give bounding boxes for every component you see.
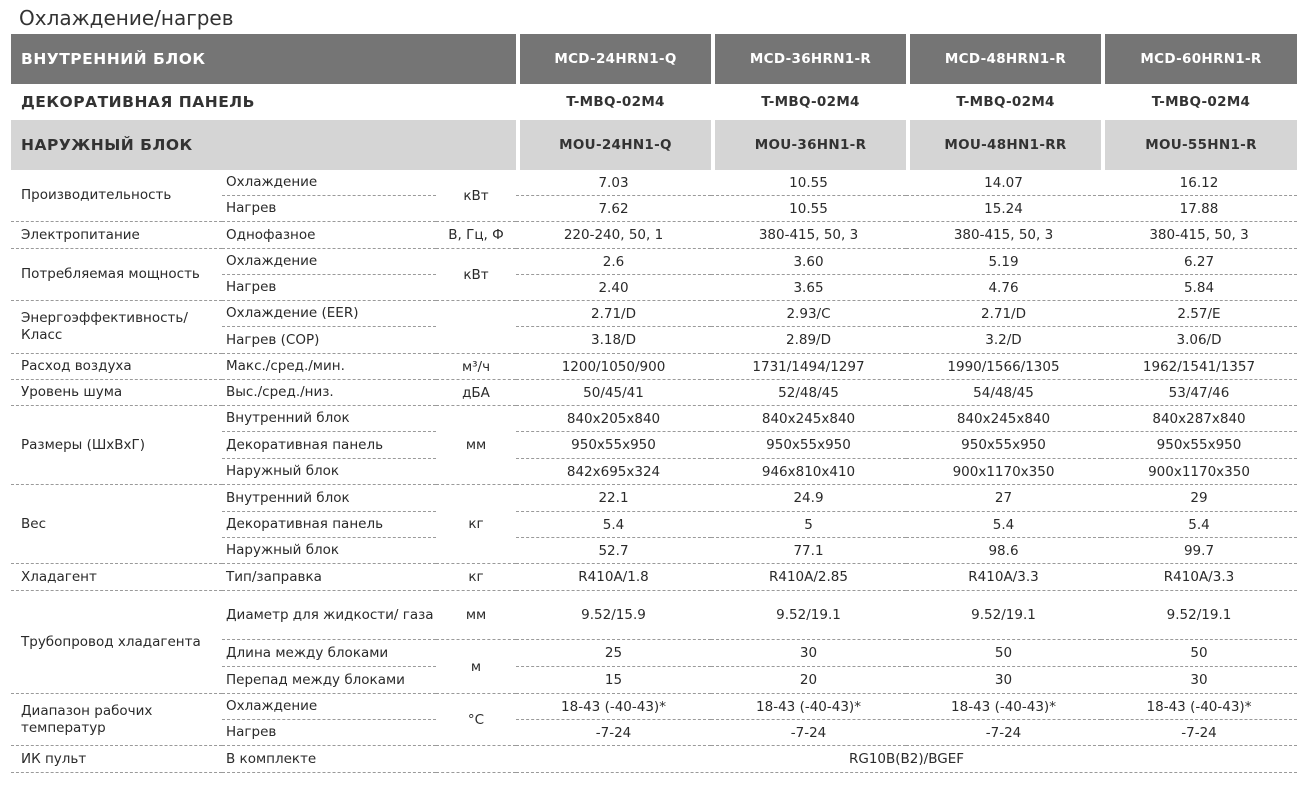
value-cell: 50/45/41	[516, 380, 711, 406]
sub-label: Однофазное	[222, 222, 436, 249]
table-row	[11, 694, 1297, 720]
value-cell: 5.4	[906, 512, 1101, 538]
param-dimensions: Размеры (ШхВхГ)	[11, 406, 222, 485]
value-cell: -7-24	[906, 720, 1101, 746]
panel-label: ДЕКОРАТИВНАЯ ПАНЕЛЬ	[11, 84, 516, 120]
value-cell: 29	[1101, 485, 1297, 512]
table-row	[11, 170, 1297, 196]
value-cell: 6.27	[1101, 249, 1297, 275]
value-cell: 9.52/19.1	[906, 591, 1101, 640]
panel-model: T-MBQ-02M4	[1101, 84, 1297, 120]
value-cell: -7-24	[1101, 720, 1297, 746]
outdoor-unit-label: НАРУЖНЫЙ БЛОК	[11, 120, 516, 170]
value-cell: 1990/1566/1305	[906, 354, 1101, 380]
value-cell: 840x287x840	[1101, 406, 1297, 432]
value-cell: 7.03	[516, 170, 711, 196]
param-refrigerant: Хладагент	[11, 564, 222, 591]
value-cell: 15.24	[906, 196, 1101, 222]
unit-cell: кВт	[436, 170, 516, 222]
value-cell: 5.84	[1101, 275, 1297, 301]
value-cell: RG10B(B2)/BGEF	[516, 746, 1297, 773]
value-cell: 950x55x950	[1101, 432, 1297, 459]
param-piping: Трубопровод хладагента	[11, 591, 222, 694]
value-cell: R410A/3.3	[906, 564, 1101, 591]
value-cell: 30	[1101, 667, 1297, 694]
value-cell: 3.18/D	[516, 327, 711, 354]
outdoor-model: MOU-24HN1-Q	[516, 120, 711, 170]
param-temp-range: Диапазон рабочих температур	[11, 694, 222, 746]
value-cell: 18-43 (-40-43)*	[516, 694, 711, 720]
sub-label: Нагрев (COP)	[222, 327, 436, 354]
panel-model: T-MBQ-02M4	[906, 84, 1101, 120]
param-power-supply: Электропитание	[11, 222, 222, 249]
param-remote: ИК пульт	[11, 746, 222, 773]
value-cell: 2.40	[516, 275, 711, 301]
value-cell: 1962/1541/1357	[1101, 354, 1297, 380]
value-cell: 24.9	[711, 485, 906, 512]
value-cell: 5.19	[906, 249, 1101, 275]
table-row	[11, 249, 1297, 275]
sub-label: Выс./сред./низ.	[222, 380, 436, 406]
value-cell: 380-415, 50, 3	[1101, 222, 1297, 249]
param-capacity: Производительность	[11, 170, 222, 222]
unit-cell: °C	[436, 694, 516, 746]
sub-label: Нагрев	[222, 275, 436, 301]
value-cell: 1731/1494/1297	[711, 354, 906, 380]
sub-label: Охлаждение	[222, 694, 436, 720]
spec-table	[11, 34, 1297, 773]
value-cell: 50	[906, 640, 1101, 667]
indoor-model: MCD-60HRN1-R	[1101, 34, 1297, 84]
unit-cell: дБА	[436, 380, 516, 406]
sub-label: Охлаждение (EER)	[222, 301, 436, 327]
table-row	[11, 485, 1297, 512]
table-row	[11, 746, 1297, 773]
unit-cell: В, Гц, Ф	[436, 222, 516, 249]
value-cell: 99.7	[1101, 538, 1297, 564]
value-cell: 946x810x410	[711, 459, 906, 485]
unit-cell: м³/ч	[436, 354, 516, 380]
param-weight: Вес	[11, 485, 222, 564]
value-cell: 9.52/15.9	[516, 591, 711, 640]
value-cell: 2.71/D	[906, 301, 1101, 327]
sub-label: Длина между блоками	[222, 640, 436, 667]
value-cell: 30	[906, 667, 1101, 694]
value-cell: 4.76	[906, 275, 1101, 301]
param-airflow: Расход воздуха	[11, 354, 222, 380]
value-cell: 7.62	[516, 196, 711, 222]
value-cell: 950x55x950	[711, 432, 906, 459]
value-cell: 840x245x840	[711, 406, 906, 432]
outdoor-model: MOU-36HN1-R	[711, 120, 906, 170]
indoor-model: MCD-48HRN1-R	[906, 34, 1101, 84]
panel-header-row	[11, 84, 1297, 120]
panel-model: T-MBQ-02M4	[711, 84, 906, 120]
indoor-unit-header-row	[11, 34, 1297, 84]
sub-label: Декоративная панель	[222, 512, 436, 538]
sub-label: Декоративная панель	[222, 432, 436, 459]
unit-cell: кг	[436, 564, 516, 591]
sub-label: Тип/заправка	[222, 564, 436, 591]
table-row	[11, 406, 1297, 432]
indoor-unit-label: ВНУТРЕННИЙ БЛОК	[11, 34, 516, 84]
value-cell: 30	[711, 640, 906, 667]
value-cell: R410A/1.8	[516, 564, 711, 591]
value-cell: 98.6	[906, 538, 1101, 564]
value-cell: 18-43 (-40-43)*	[906, 694, 1101, 720]
value-cell: R410A/2.85	[711, 564, 906, 591]
value-cell: 50	[1101, 640, 1297, 667]
unit-cell: мм	[436, 406, 516, 485]
value-cell: 22.1	[516, 485, 711, 512]
value-cell: 900x1170x350	[906, 459, 1101, 485]
unit-cell: кВт	[436, 249, 516, 301]
sub-label: В комплекте	[222, 746, 436, 773]
sub-label: Внутренний блок	[222, 406, 436, 432]
outdoor-unit-header-row	[11, 120, 1297, 170]
value-cell: 840x245x840	[906, 406, 1101, 432]
sub-label: Внутренний блок	[222, 485, 436, 512]
unit-cell: мм	[436, 591, 516, 640]
value-cell: 53/47/46	[1101, 380, 1297, 406]
sub-label: Диаметр для жидкости/ газа	[222, 591, 436, 640]
table-row	[11, 301, 1297, 327]
sub-label: Охлаждение	[222, 170, 436, 196]
param-power-input: Потребляемая мощность	[11, 249, 222, 301]
table-row	[11, 591, 1297, 640]
page-title: Охлаждение/нагрев	[19, 6, 234, 30]
table-row	[11, 354, 1297, 380]
param-noise: Уровень шума	[11, 380, 222, 406]
indoor-model: MCD-24HRN1-Q	[516, 34, 711, 84]
value-cell: 5.4	[516, 512, 711, 538]
unit-cell	[436, 301, 516, 354]
value-cell: 2.6	[516, 249, 711, 275]
value-cell: 14.07	[906, 170, 1101, 196]
value-cell: 1200/1050/900	[516, 354, 711, 380]
value-cell: -7-24	[516, 720, 711, 746]
table-row	[11, 380, 1297, 406]
sub-label: Макс./сред./мин.	[222, 354, 436, 380]
table-row	[11, 564, 1297, 591]
value-cell: 3.06/D	[1101, 327, 1297, 354]
value-cell: 25	[516, 640, 711, 667]
value-cell: 9.52/19.1	[711, 591, 906, 640]
sub-label: Охлаждение	[222, 249, 436, 275]
value-cell: 950x55x950	[906, 432, 1101, 459]
value-cell: 2.93/C	[711, 301, 906, 327]
value-cell: 950x55x950	[516, 432, 711, 459]
value-cell: 380-415, 50, 3	[711, 222, 906, 249]
unit-cell	[436, 746, 516, 773]
panel-model: T-MBQ-02M4	[516, 84, 711, 120]
value-cell: 20	[711, 667, 906, 694]
sub-label: Перепад между блоками	[222, 667, 436, 694]
outdoor-model: MOU-48HN1-RR	[906, 120, 1101, 170]
value-cell: 16.12	[1101, 170, 1297, 196]
value-cell: -7-24	[711, 720, 906, 746]
indoor-model: MCD-36HRN1-R	[711, 34, 906, 84]
value-cell: 2.89/D	[711, 327, 906, 354]
value-cell: 5	[711, 512, 906, 538]
value-cell: 3.65	[711, 275, 906, 301]
value-cell: 77.1	[711, 538, 906, 564]
outdoor-model: MOU-55HN1-R	[1101, 120, 1297, 170]
param-efficiency: Энергоэффективность/ Класс	[11, 301, 222, 354]
unit-cell: м	[436, 640, 516, 694]
value-cell: 220-240, 50, 1	[516, 222, 711, 249]
sub-label: Нагрев	[222, 196, 436, 222]
value-cell: 2.71/D	[516, 301, 711, 327]
value-cell: 10.55	[711, 196, 906, 222]
value-cell: 380-415, 50, 3	[906, 222, 1101, 249]
sub-label: Наружный блок	[222, 538, 436, 564]
unit-cell: кг	[436, 485, 516, 564]
value-cell: 15	[516, 667, 711, 694]
value-cell: 2.57/E	[1101, 301, 1297, 327]
value-cell: 3.60	[711, 249, 906, 275]
value-cell: R410A/3.3	[1101, 564, 1297, 591]
value-cell: 5.4	[1101, 512, 1297, 538]
value-cell: 54/48/45	[906, 380, 1101, 406]
sub-label: Наружный блок	[222, 459, 436, 485]
value-cell: 842x695x324	[516, 459, 711, 485]
value-cell: 17.88	[1101, 196, 1297, 222]
value-cell: 18-43 (-40-43)*	[711, 694, 906, 720]
value-cell: 52.7	[516, 538, 711, 564]
table-row	[11, 222, 1297, 249]
sub-label: Нагрев	[222, 720, 436, 746]
value-cell: 52/48/45	[711, 380, 906, 406]
value-cell: 900x1170x350	[1101, 459, 1297, 485]
value-cell: 10.55	[711, 170, 906, 196]
value-cell: 9.52/19.1	[1101, 591, 1297, 640]
value-cell: 840x205x840	[516, 406, 711, 432]
value-cell: 27	[906, 485, 1101, 512]
value-cell: 3.2/D	[906, 327, 1101, 354]
value-cell: 18-43 (-40-43)*	[1101, 694, 1297, 720]
